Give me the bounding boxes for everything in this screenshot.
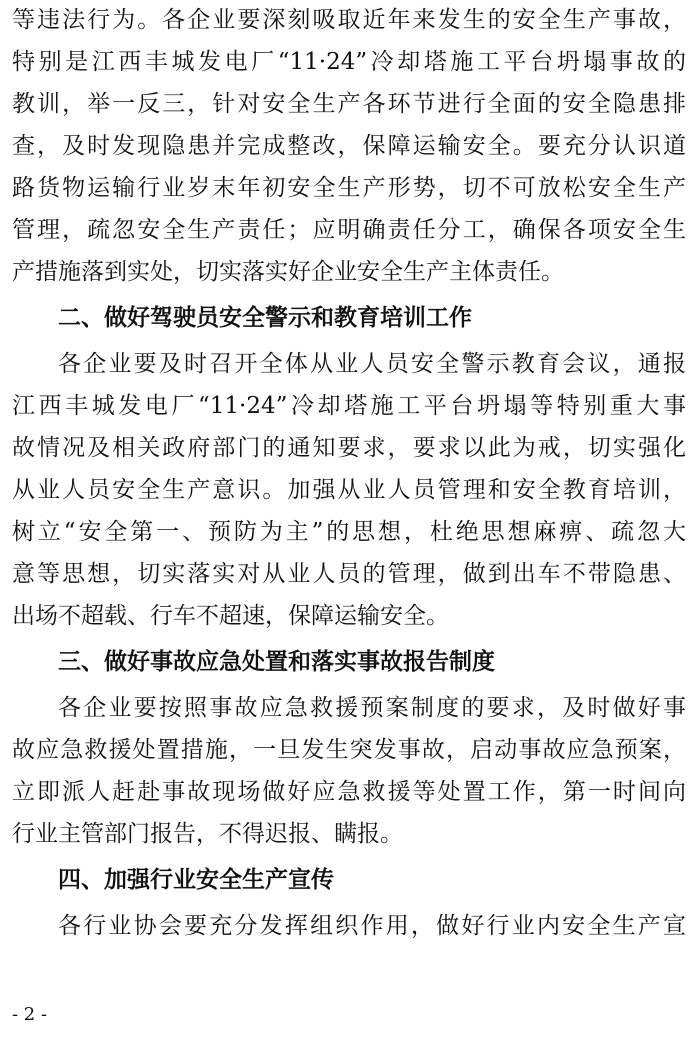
page-number: - 2 - <box>12 1004 48 1025</box>
body-line: 特别是江西丰城发电厂“11·24”冷却塔施工平台坍塌事故的 <box>12 49 686 75</box>
body-line: 立即派人赶赴事故现场做好应急救援等处置工作，第一时间向 <box>12 779 686 805</box>
body-line: 江西丰城发电厂“11·24”冷却塔施工平台坍塌等特别重大事 <box>12 393 686 419</box>
body-line: 行业主管部门报告，不得迟报、瞒报。 <box>12 821 403 847</box>
section-heading: 三、做好事故应急处置和落实事故报告制度 <box>58 649 495 675</box>
section-heading: 二、做好驾驶员安全警示和教育培训工作 <box>58 305 472 331</box>
section-heading: 四、加强行业安全生产宣传 <box>58 867 334 893</box>
body-line: 树立“安全第一、预防为主”的思想，杜绝思想麻痹、疏忽大 <box>12 519 686 545</box>
body-line: 故应急救援处置措施，一旦发生突发事故，启动事故应急预案， <box>12 737 686 763</box>
body-line: 意等思想，切实落实对从业人员的管理，做到出车不带隐患、 <box>12 561 686 587</box>
body-line: 出场不超载、行车不超速，保障运输安全。 <box>12 603 449 629</box>
body-line: 教训，举一反三，针对安全生产各环节进行全面的安全隐患排 <box>12 91 686 117</box>
body-line: 等违法行为。各企业要深刻吸取近年来发生的安全生产事故， <box>12 7 686 33</box>
body-line: 各行业协会要充分发挥组织作用，做好行业内安全生产宣 <box>58 913 686 939</box>
body-line: 故情况及相关政府部门的通知要求，要求以此为戒，切实强化 <box>12 435 686 461</box>
body-line: 产措施落到实处，切实落实好企业安全生产主体责任。 <box>12 259 564 285</box>
body-line: 路货物运输行业岁末年初安全生产形势，切不可放松安全生产 <box>12 175 686 201</box>
body-line: 各企业要按照事故应急救援预案制度的要求，及时做好事 <box>58 695 686 721</box>
body-line: 各企业要及时召开全体从业人员安全警示教育会议，通报 <box>58 351 686 377</box>
body-line: 管理，疏忽安全生产责任；应明确责任分工，确保各项安全生 <box>12 217 686 243</box>
body-line: 从业人员安全生产意识。加强从业人员管理和安全教育培训， <box>12 477 686 503</box>
body-line: 查，及时发现隐患并完成整改，保障运输安全。要充分认识道 <box>12 133 686 159</box>
